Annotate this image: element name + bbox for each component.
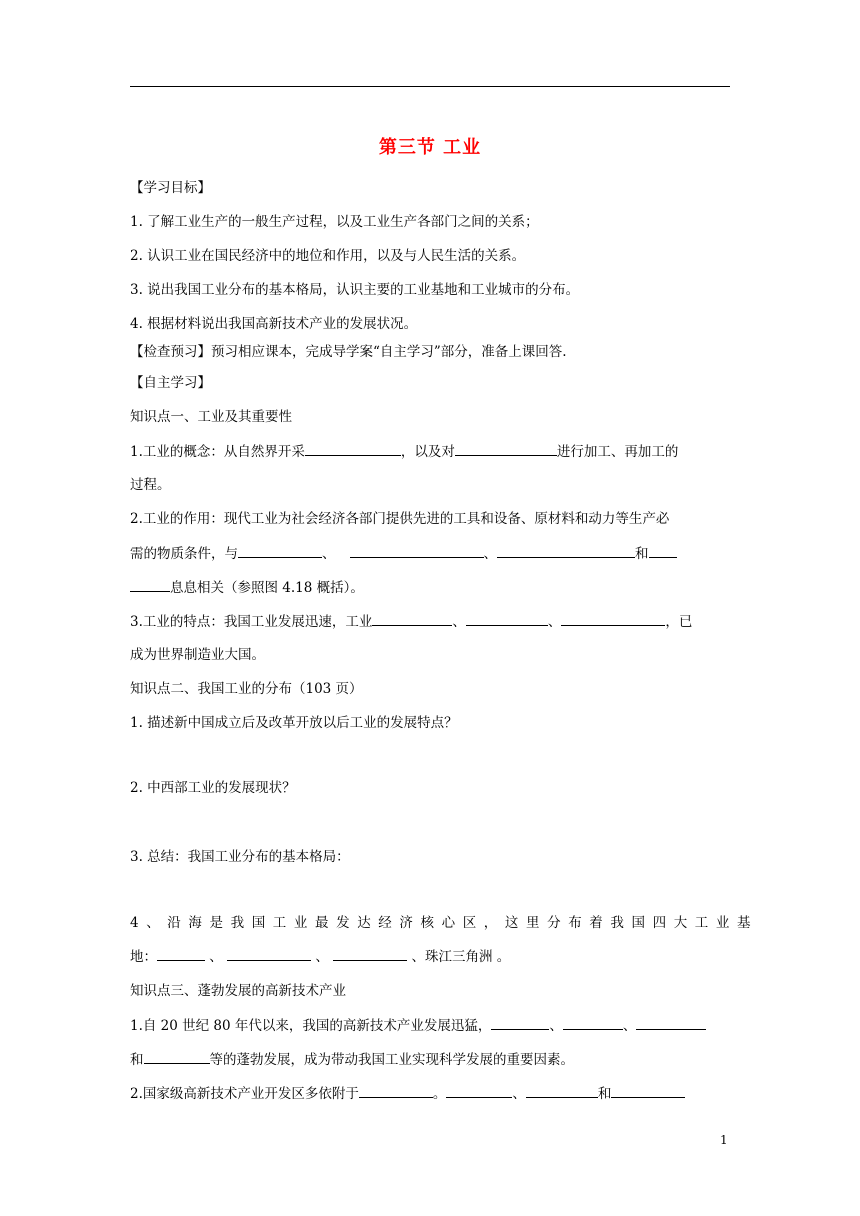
blank[interactable] (438, 611, 452, 626)
blank[interactable] (408, 611, 438, 626)
blank[interactable] (623, 543, 635, 558)
k2-heading: 知识点二、我国工业的分布（103 页） (130, 681, 363, 697)
k1-q1-end: 过程。 (130, 477, 171, 493)
k1-q2-line-a: 2.工业的作用：现代工业为社会经济各部门提供先进的工具和设备、原材料和动力等生产必 (130, 511, 670, 527)
blank[interactable] (130, 577, 170, 592)
k1-q3-line (130, 611, 692, 632)
blank[interactable] (262, 543, 322, 558)
k2-q4-tail: 、珠江三角洲 。 (411, 949, 511, 965)
blank[interactable] (227, 946, 311, 961)
blank[interactable] (497, 543, 531, 558)
k3-q1-line-b (130, 1049, 574, 1070)
sep: 、 (512, 1086, 526, 1102)
k2-q4-line-a (130, 913, 759, 933)
k1-q1-text-a: 1.工业的概念：从自然界开采 (130, 444, 305, 460)
blank[interactable] (561, 611, 573, 626)
blank[interactable] (359, 1083, 433, 1098)
blank[interactable] (466, 611, 476, 626)
blank[interactable] (238, 543, 262, 558)
blank[interactable] (144, 1049, 210, 1064)
blank[interactable] (531, 543, 623, 558)
blank[interactable] (350, 543, 372, 558)
sep: 、 (547, 614, 562, 630)
blank[interactable] (456, 543, 484, 558)
k2-q4-line-b (130, 946, 510, 967)
self-study-header: 【自主学习】 (130, 375, 211, 391)
k1-q2-line-b (130, 543, 677, 564)
k2-q4-text-a: 4、沿海是我国工业最发达经济核心区，这里分布着我国四大工业基 (130, 915, 759, 931)
k1-q1-line (130, 441, 678, 462)
blank[interactable] (636, 1015, 706, 1030)
blank[interactable] (512, 611, 548, 626)
blank[interactable] (372, 611, 408, 626)
k3-q2-and: 和 (597, 1086, 612, 1102)
k1-q2-and: 和 (635, 546, 649, 562)
blank[interactable] (611, 1083, 685, 1098)
page-title: 第三节 工业 (378, 137, 482, 158)
sep: 、 (622, 1018, 637, 1034)
blank[interactable] (573, 611, 629, 626)
k3-q1-and: 和 (130, 1052, 144, 1068)
blank[interactable] (372, 543, 456, 558)
sep: 、 (483, 546, 497, 562)
blank[interactable] (491, 1015, 549, 1030)
k2-q1: 1. 描述新中国成立后及改革开放以后工业的发展特点？ (130, 715, 458, 731)
blank[interactable] (629, 611, 665, 626)
k1-q1-text-c: 进行加工、再加工的 (556, 444, 679, 460)
blank[interactable] (649, 543, 677, 558)
goals-header: 【学习目标】 (130, 180, 211, 196)
k1-q2-line-c (130, 577, 364, 598)
k3-q2-line (130, 1083, 685, 1104)
k2-q3: 3. 总结：我国工业分布的基本格局： (130, 849, 350, 865)
blank[interactable] (476, 611, 512, 626)
goal-item-2: 2. 认识工业在国民经济中的地位和作用，以及与人民生活的关系。 (130, 248, 526, 264)
blank[interactable] (333, 946, 407, 961)
k3-q2-text-a: 2.国家级高新技术产业开发区多依附于 (130, 1086, 359, 1102)
k1-q2-text-b: 需的物质条件，与 (130, 546, 238, 562)
blank[interactable] (519, 441, 557, 456)
k3-heading: 知识点三、蓬勃发展的高新技术产业 (130, 983, 346, 999)
k3-q1-text-a: 1.自 20 世纪 80 年代以来，我国的高新技术产业发展迅猛， (130, 1018, 492, 1034)
k3-q1-line-a (130, 1015, 706, 1036)
sep: 、 (452, 614, 466, 630)
sep: 、 (315, 949, 329, 965)
preview-line: 【检查预习】预习相应课本，完成导学案“自主学习”部分，准备上课回答. (130, 344, 567, 360)
goal-item-3: 3. 说出我国工业分布的基本格局，认识主要的工业基地和工业城市的分布。 (130, 282, 580, 298)
sep: 、 (209, 949, 223, 965)
page-number: 1 (720, 1133, 728, 1147)
blank[interactable] (563, 1015, 623, 1030)
k2-q4-text-b: 地： (130, 949, 157, 965)
blank[interactable] (526, 1083, 598, 1098)
k3-q1-text-c: 等的蓬勃发展，成为带动我国工业实现科学发展的重要因素。 (209, 1052, 574, 1068)
k1-q1-text-b: ，以及对 (400, 444, 455, 460)
blank[interactable] (157, 946, 205, 961)
blank[interactable] (446, 1083, 512, 1098)
sep: 、 (549, 1018, 563, 1034)
k1-q3-text-a: 3.工业的特点：我国工业发展迅速，工业 (130, 614, 373, 630)
k1-q3-text-b: ，已 (665, 614, 693, 630)
k1-q3-end: 成为世界制造业大国。 (130, 647, 265, 663)
k3-q2-text-b: 。 (432, 1086, 447, 1102)
goal-item-1: 1. 了解工业生产的一般生产过程，以及工业生产各部门之间的关系； (130, 214, 539, 230)
k1-heading: 知识点一、工业及其重要性 (130, 409, 292, 425)
blank[interactable] (455, 441, 481, 456)
sep: 、 (322, 546, 336, 562)
blank[interactable] (481, 441, 519, 456)
goal-item-4: 4. 根据材料说出我国高新技术产业的发展状况。 (130, 316, 418, 332)
blank[interactable] (305, 441, 401, 456)
header-rule (130, 86, 730, 87)
k1-q2-text-c: 息息相关（参照图 4.18 概括）。 (170, 580, 364, 596)
k2-q2: 2. 中西部工业的发展现状？ (130, 780, 296, 796)
